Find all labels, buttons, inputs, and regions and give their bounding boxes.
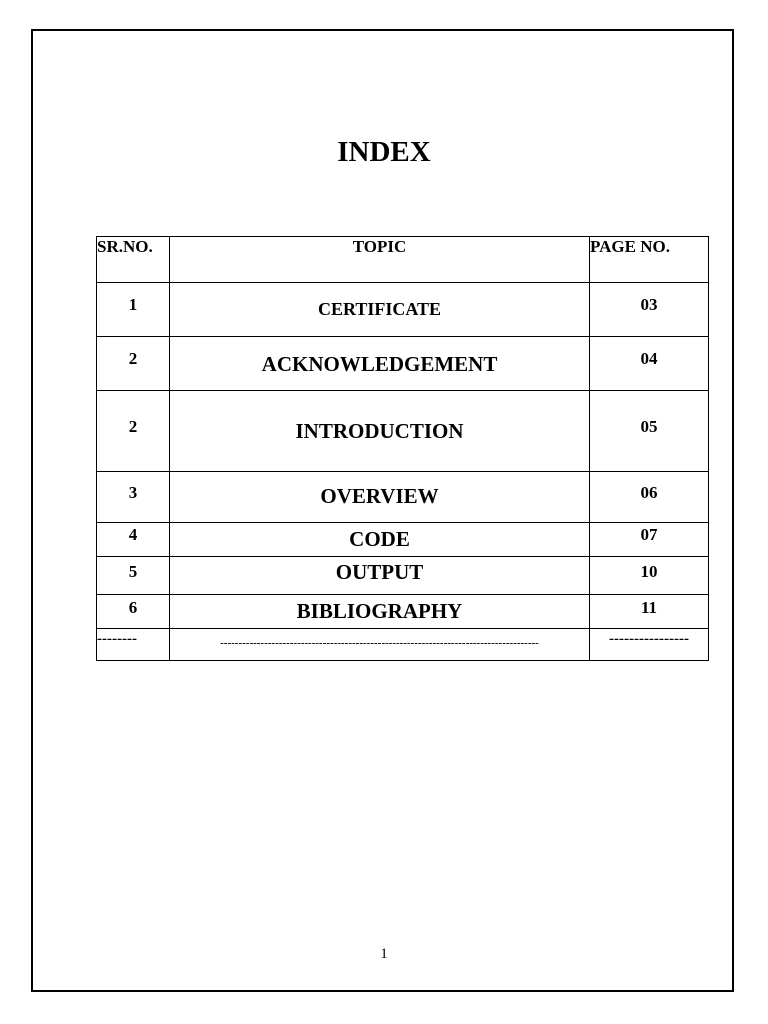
table-header-row [97,237,709,283]
row-topic: CODE [170,523,590,557]
row-page-no: 07 [590,523,709,557]
row-page-no: 05 [590,391,709,472]
table-row [97,391,709,472]
row-topic: INTRODUCTION [170,391,590,472]
table-row [97,595,709,629]
row-page-no: 06 [590,472,709,523]
row-page-no: 03 [590,283,709,337]
index-table [96,236,709,661]
row-sr-no: 5 [97,557,170,595]
row-topic: BIBLIOGRAPHY [170,595,590,629]
table-row [97,283,709,337]
row-sr-no: 2 [97,337,170,391]
table-row [97,557,709,595]
filler-topic: --------------------------------------------------------------------------------------- [170,629,590,661]
header-topic: TOPIC [170,237,590,283]
row-topic: ACKNOWLEDGEMENT [170,337,590,391]
table-row [97,523,709,557]
page-number: 1 [380,946,388,962]
row-topic: OUTPUT [170,557,590,595]
row-sr-no: 3 [97,472,170,523]
row-topic: OVERVIEW [170,472,590,523]
page-title: INDEX [337,136,431,168]
header-page-no: PAGE NO. [590,237,709,283]
row-sr-no: 2 [97,391,170,472]
row-topic: CERTIFICATE [170,283,590,337]
table-row [97,472,709,523]
table-row [97,337,709,391]
row-page-no: 04 [590,337,709,391]
filler-sr-no: -------- [97,629,170,661]
row-page-no: 10 [590,557,709,595]
row-sr-no: 6 [97,595,170,629]
filler-page-no: ---------------- [590,629,709,661]
header-sr-no: SR.NO. [97,237,170,283]
row-sr-no: 1 [97,283,170,337]
row-sr-no: 4 [97,523,170,557]
table-filler-row [97,629,709,661]
row-page-no: 11 [590,595,709,629]
